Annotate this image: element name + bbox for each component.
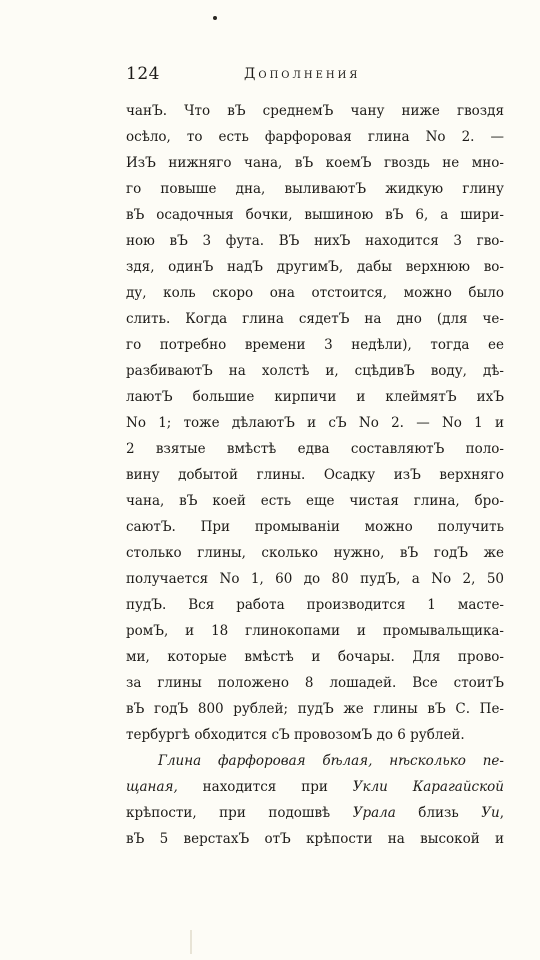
ink-speck [213, 16, 217, 20]
text-line: лаютЪ большие кирпичи и клеймятЪ ихЪ [126, 389, 504, 405]
text-line: ду, коль скоро она отстоится, можно было [126, 285, 504, 301]
text-run: вЪ 5 верстахЪ отЪ крѣпости на высокой и [126, 831, 504, 847]
text-line: вЪ осадочныя бочки, вышиною вЪ 6, а шири- [126, 207, 504, 223]
italic-text: Укли Карагайской [352, 779, 504, 795]
text-line: тербургѣ обходится сЪ провозомЪ до 6 рублей. [126, 727, 465, 743]
page-edge-mark [190, 930, 192, 954]
paragraph-1 [126, 98, 504, 748]
text-run: , [499, 805, 504, 821]
italic-text: Глина фарфоровая бѣлая, нѣсколько пе- [158, 753, 504, 769]
paragraph-2 [126, 748, 504, 852]
text-line: чана, вЪ коей есть еще чистая глина, бро- [126, 493, 504, 509]
text-line: вину добытой глины. Осадку изЪ верхняго [126, 467, 504, 483]
page-header [126, 64, 416, 88]
text-line: ми, которые вмѣстѣ и бочары. Для прово- [126, 649, 504, 665]
text-line: вЪ годЪ 800 рублей; пудЪ же глины вЪ С. Пе- [126, 701, 504, 717]
text-line: ною вЪ 3 фута. ВЪ нихЪ находится 3 гво- [126, 233, 504, 249]
text-line: слить. Когда глина сядетЪ на дно (для че- [126, 311, 504, 327]
text-line: ромЪ, и 18 глинокопами и промывальщика- [126, 623, 504, 639]
body-text [126, 98, 504, 852]
text-line: чанЪ. Что вЪ среднемЪ чану ниже гвоздя [126, 103, 504, 119]
italic-text: Уи [481, 805, 500, 821]
text-run: находится при [177, 779, 353, 795]
text-line: саютЪ. При промываніи можно получить [126, 519, 504, 535]
running-head: Дополнения [244, 66, 361, 82]
text-line [126, 748, 504, 774]
text-line [126, 774, 504, 800]
text-line: за глины положено 8 лошадей. Все стоитЪ [126, 675, 504, 691]
page-number: 124 [126, 64, 160, 84]
text-line: столько глины, сколько нужно, вЪ годЪ же [126, 545, 504, 561]
text-line [126, 826, 504, 852]
text-line: го повыше дна, выливаютЪ жидкую глину [126, 181, 504, 197]
text-line: разбиваютЪ на холстѣ и, сцѣдивЪ воду, дѣ- [126, 363, 504, 379]
text-run: близь [395, 805, 482, 821]
italic-text: Урала [352, 805, 396, 821]
text-line: осѣло, то есть фарфоровая глина No 2. — [126, 129, 504, 145]
text-line: ИзЪ нижняго чана, вЪ коемЪ гвоздь не мно- [126, 155, 504, 171]
text-line: пудЪ. Вся работа производится 1 масте- [126, 597, 504, 613]
text-line [126, 800, 504, 826]
text-line: здя, одинЪ надЪ другимЪ, дабы верхнюю во- [126, 259, 504, 275]
text-line: No 1; тоже дѣлаютЪ и сЪ No 2. — No 1 и [126, 415, 504, 431]
text-run: крѣпости, при подошвѣ [126, 805, 353, 821]
italic-text: щаная, [126, 779, 178, 795]
text-line: го потребно времени 3 недѣли), тогда ее [126, 337, 504, 353]
text-line: 2 взятые вмѣстѣ едва составляютЪ поло- [126, 441, 504, 457]
text-line: получается No 1, 60 до 80 пудЪ, а No 2, 50 [126, 571, 504, 587]
